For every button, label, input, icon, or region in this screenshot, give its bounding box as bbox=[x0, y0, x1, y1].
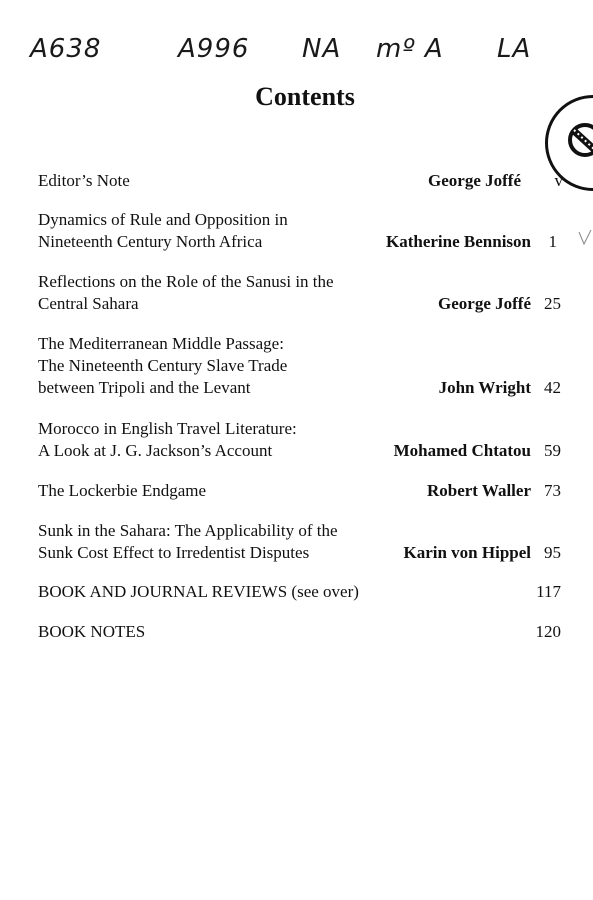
toc-entry-editors-note bbox=[38, 170, 563, 192]
entry-title-line: Editor’s Note bbox=[38, 171, 130, 190]
entry-title-line: Morocco in English Travel Literature: bbox=[38, 419, 297, 438]
toc-entry-book-notes bbox=[38, 621, 563, 643]
stamp-emblem-icon bbox=[565, 120, 593, 160]
toc-entry-middle-passage bbox=[38, 333, 563, 399]
entry-title-line: The Nineteenth Century Slave Trade bbox=[38, 356, 288, 375]
entry-author: Mohamed Chtatou bbox=[393, 441, 531, 460]
entry-title-line: BOOK NOTES bbox=[38, 622, 146, 641]
entry-author: Katherine Bennison bbox=[386, 232, 531, 251]
entry-page: 42 bbox=[544, 378, 561, 397]
entry-page: 117 bbox=[536, 582, 561, 601]
entry-author: Robert Waller bbox=[426, 481, 531, 500]
entry-author: George Joffé bbox=[438, 294, 531, 313]
page-title: Contents bbox=[255, 82, 355, 111]
toc-entry-dynamics-of-rule bbox=[38, 209, 563, 253]
entry-title-line: The Mediterranean Middle Passage: bbox=[38, 334, 284, 353]
entry-page: 59 bbox=[544, 441, 561, 460]
handwritten-annotations bbox=[0, 0, 593, 90]
entry-page: 73 bbox=[544, 481, 561, 500]
entry-title-line: between Tripoli and the Levant bbox=[38, 378, 251, 397]
entry-title-line: Central Sahara bbox=[38, 294, 139, 313]
toc-entry-morocco-travel bbox=[38, 418, 563, 462]
entry-title-line: Nineteenth Century North Africa bbox=[38, 232, 263, 251]
toc-entry-sanusi bbox=[38, 271, 563, 315]
entry-author: John Wright bbox=[438, 378, 531, 397]
handwritten-note-3: NA bbox=[302, 34, 342, 64]
entry-author: Karin von Hippel bbox=[403, 543, 531, 562]
toc-entry-sunk-in-sahara bbox=[38, 520, 563, 564]
entry-title-line: The Lockerbie Endgame bbox=[38, 481, 207, 500]
entry-title-line: Dynamics of Rule and Opposition in bbox=[38, 210, 288, 229]
toc-entry-lockerbie bbox=[38, 480, 563, 502]
handwritten-note-1: A638 bbox=[30, 34, 102, 64]
entry-page: v bbox=[554, 171, 563, 190]
entry-page: 120 bbox=[535, 622, 561, 641]
entry-page: 95 bbox=[544, 543, 561, 562]
entry-page: 1 bbox=[548, 232, 557, 251]
handwritten-note-5: LA bbox=[497, 34, 532, 64]
entry-title-line: BOOK AND JOURNAL REVIEWS (see over) bbox=[38, 582, 359, 601]
entry-title-line: A Look at J. G. Jackson’s Account bbox=[38, 441, 273, 460]
entry-title-line: Reflections on the Role of the Sanusi in the bbox=[38, 272, 334, 291]
entry-page: 25 bbox=[544, 294, 561, 313]
margin-check-mark-icon bbox=[578, 228, 592, 248]
handwritten-note-4: mº A bbox=[376, 34, 444, 64]
toc-entry-reviews bbox=[38, 581, 563, 603]
entry-author: George Joffé bbox=[428, 171, 521, 190]
entry-title-line: Sunk in the Sahara: The Applicability of the bbox=[38, 521, 338, 540]
handwritten-note-2: A996 bbox=[178, 34, 250, 64]
entry-title-line: Sunk Cost Effect to Irredentist Disputes bbox=[38, 543, 310, 562]
